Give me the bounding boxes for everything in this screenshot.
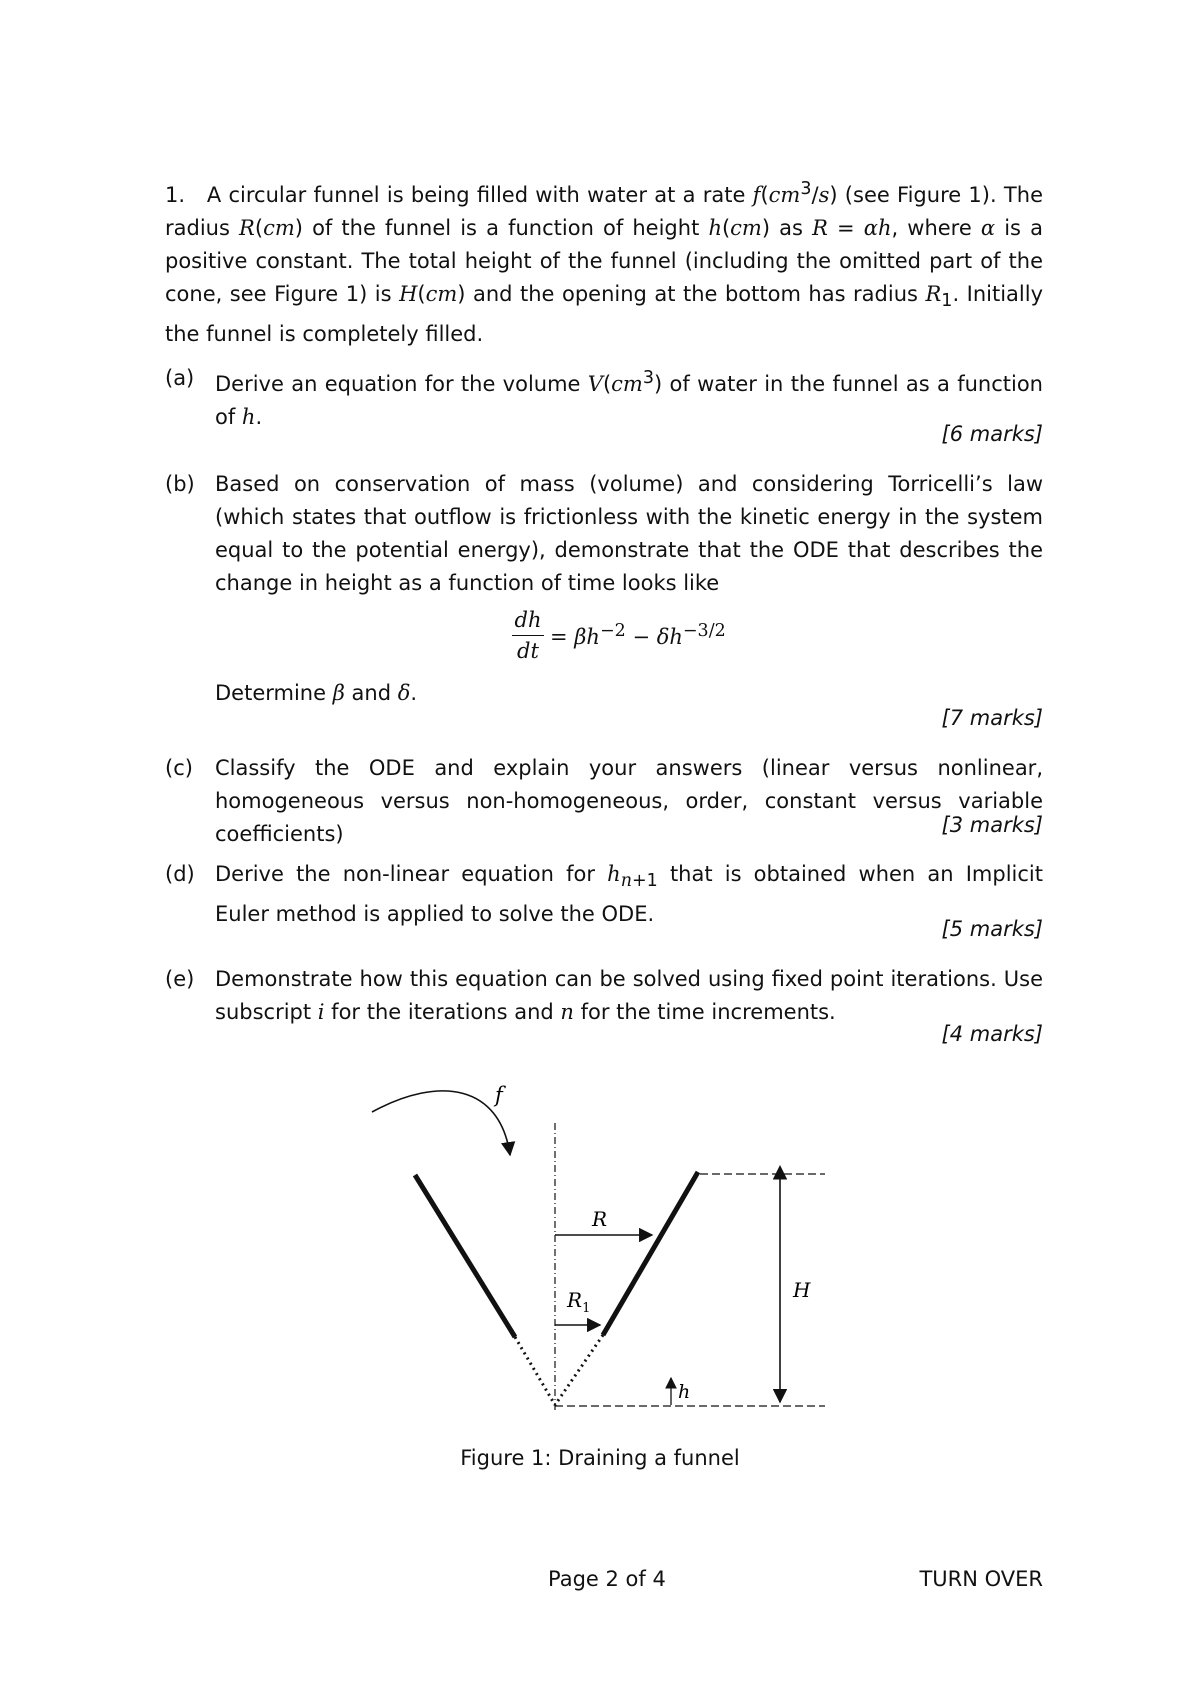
cone-tip-right	[555, 1335, 603, 1405]
part-d-letter: (d)	[165, 862, 195, 886]
opening-radius-symbol: R	[567, 1288, 583, 1312]
part-a-marks: [6 marks]	[941, 422, 1043, 446]
opening-radius-label	[566, 1288, 590, 1316]
flow-rate-label: f	[495, 1083, 503, 1107]
funnel-wall-right	[603, 1172, 698, 1335]
cone-tip-left	[515, 1337, 555, 1405]
page-number: Page 2 of 4	[548, 1567, 666, 1591]
funnel-wall-left	[415, 1175, 515, 1337]
funnel-diagram	[360, 1075, 840, 1435]
question-intro	[165, 173, 1043, 351]
total-height-label: H	[793, 1278, 811, 1302]
inflow-arrow	[372, 1091, 510, 1155]
part-d-text: Derive the non-linear equation for $h_{n+1}$ that is obtained when an Implicit Euler method is applied to solve the ODE.	[215, 862, 1043, 927]
part-d-marks: [5 marks]	[941, 917, 1043, 941]
part-e-text: Demonstrate how this equation can be solved using fixed point iterations. Use subscript i for the iterations and n for the time increments.	[215, 967, 1043, 1024]
part-a-text: Derive an equation for the volume $V(cm^3)$ of water in the funnel as a function of h.	[215, 368, 1043, 429]
turn-over-label: TURN OVER	[919, 1567, 1043, 1591]
part-e-marks: [4 marks]	[941, 1022, 1043, 1046]
part-b-determine: Determine β and δ.	[215, 681, 418, 705]
fraction-denominator: dt	[517, 639, 539, 663]
part-b-text: Based on conservation of mass (volume) and considering Torricelli’s law (which states that outflow is frictionless with the kinetic energy in the system equal to the potential energy), demonstrate that the ODE that describes the change in height as a function of time looks like	[215, 472, 1043, 595]
ode-equation	[500, 605, 740, 675]
part-b-marks: [7 marks]	[941, 706, 1043, 730]
part-c-text: Classify the ODE and explain your answers (linear versus nonlinear, homogeneous versus non-homogeneous, order, constant versus variable coefficients)	[215, 756, 1043, 846]
question-intro-text: A circular funnel is being filled with water at a rate $f(cm^3/s)$ (see Figure 1). The radius R(cm) of the funnel is a function of height h(cm) as R = αh, where α is a positive constant. The total height of the funnel (including the omitted part of the cone, see Figure 1) is H(cm) and the opening at the bottom has radius $R_1$. Initially the funnel is completely filled.	[165, 179, 1043, 347]
part-c-marks: [3 marks]	[941, 813, 1043, 837]
fraction-numerator: dh	[512, 605, 544, 636]
part-a-letter: (a)	[165, 366, 195, 390]
figure-caption: Figure 1: Draining a funnel	[460, 1446, 740, 1470]
radius-label: R	[592, 1207, 608, 1231]
part-c-letter: (c)	[165, 756, 193, 780]
derivative-fraction	[512, 605, 544, 666]
equation-rhs: = $\beta h^{-2} - \delta h^{-3/2}$	[550, 621, 726, 649]
height-label: h	[678, 1381, 691, 1403]
part-e-letter: (e)	[165, 967, 195, 991]
opening-radius-subscript: 1	[582, 1301, 591, 1316]
question-number: 1.	[165, 183, 186, 207]
part-b-letter: (b)	[165, 472, 195, 496]
